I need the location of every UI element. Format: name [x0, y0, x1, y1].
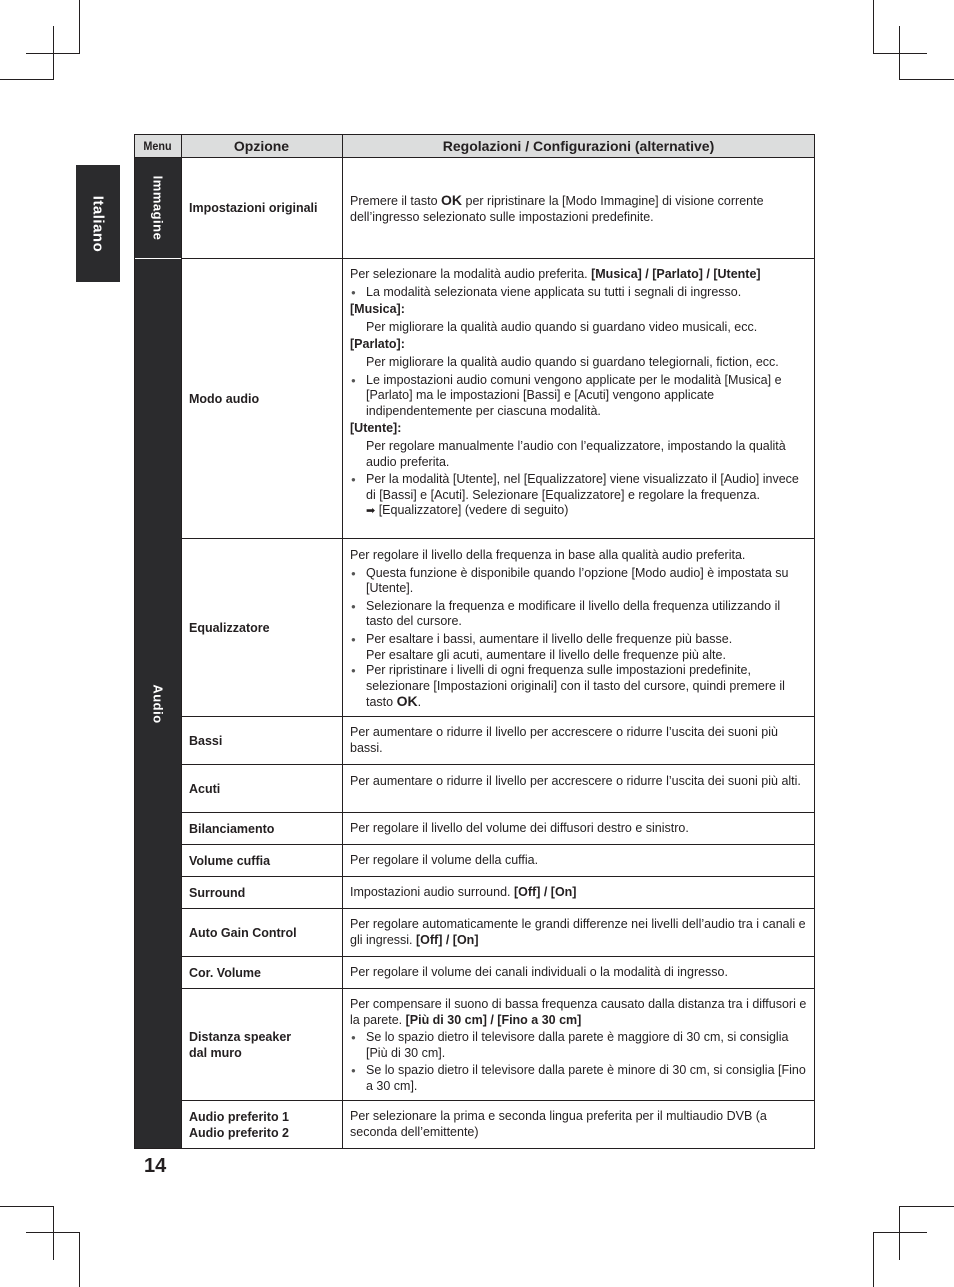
desc-acuti: Per aumentare o ridurre il livello per accrescere o ridurre l’uscita dei suoni più alti. [350, 774, 801, 788]
option-bilanciamento: Bilanciamento [189, 821, 275, 836]
settings-table [134, 134, 815, 1149]
menu-immagine [134, 157, 181, 258]
option-equalizzatore: Equalizzatore [189, 620, 270, 635]
desc-distanza-speaker: Per compensare il suono di bassa frequenza causato dalla distanza tra i diffusori e la parete. [Più di 30 cm] / [Fino a 30 cm] ● Se lo spazio dietro il televisore dalla parete è maggiore di 30 cm, si consiglia [Più di 30 cm]. ● Se lo spazio dietro il televisore dalla parete è minore di 30 cm, si consiglia [Fino a 30 cm]. [350, 997, 808, 1095]
desc-surround: Impostazioni audio surround. [Off] / [On] [350, 885, 577, 899]
option-surround: Surround [189, 885, 246, 900]
option-modo-audio: Modo audio [189, 391, 260, 406]
option-audio-preferito: Audio preferito 1 Audio preferito 2 [189, 1109, 290, 1140]
list-item: ● Per ripristinare i livelli di ogni frequenza sulle impostazioni predefinite, selezionare [Impostazioni originali] con il tasto del cursore, quindi premere il tasto OK. [350, 663, 808, 711]
list-item: ● Le impostazioni audio comuni vengono applicate per le modalità [Musica] e [Parlato] ma le impostazioni [Bassi] e [Acuti] vengono applicate indipendentemente per ciascuna modalità. [350, 373, 808, 420]
desc-bassi: Per aumentare o ridurre il livello per accrescere o ridurre l’uscita dei suoni più bassi. [350, 725, 778, 755]
arrow-right-icon: ➡ [366, 505, 376, 518]
menu-audio [134, 259, 181, 1149]
desc-equalizzatore: Per regolare il livello della frequenza in base alla qualità audio preferita. ● Questa funzione è disponibile quando l’opzione [Modo audio] è impostata su [Utente]. ● Selezionare la frequenza e modificare il livello della frequenza utilizzando il tasto del cursore. ● Per esaltare i bassi, aumentare il livello delle frequenze più basse. Per esaltare gli acuti, aumentare il livello delle frequenze più alte. ● Per ripristinare i livelli di ogni frequenza sulle impostazioni predefinite, selezionare [Impostazioni originali] con il tasto del cursore, quindi premere il tasto OK. [350, 548, 808, 711]
language-tab [76, 165, 120, 282]
header-option: Opzione [233, 138, 290, 154]
header-settings: Regolazioni / Configurazioni (alternative) [442, 138, 715, 154]
header-menu: Menu [143, 139, 172, 153]
desc-audio-preferito: Per selezionare la prima e seconda lingua preferita per il multiaudio DVB (a seconda dell’emittente) [350, 1109, 767, 1139]
option-impostazioni-originali: Impostazioni originali [189, 201, 318, 215]
list-item: ● Se lo spazio dietro il televisore dalla parete è minore di 30 cm, si consiglia [Fino a 30 cm]. [350, 1063, 808, 1094]
option-volume-cuffia: Volume cuffia [189, 853, 271, 868]
desc-cor-volume: Per regolare il volume dei canali individuali o la modalità di ingresso. [350, 965, 728, 979]
menu-immagine-label: Immagine [150, 175, 165, 240]
option-cor-volume: Cor. Volume [189, 965, 262, 980]
list-item: ● La modalità selezionata viene applicata su tutti i segnali di ingresso. [350, 285, 808, 301]
menu-audio-label: Audio [150, 684, 165, 724]
ok-key: OK [396, 693, 418, 710]
desc-modo-audio: Per selezionare la modalità audio preferita. [Musica] / [Parlato] / [Utente] ● La modalità selezionata viene applicata su tutti i segnali di ingresso. [Musica]: Per migliorare la qualità audio quando si guardano video musicali, ecc. [Parlato]: Per migliorare la qualità audio quando si guardano telegiornali, fiction, ecc. ● Le impostazioni audio comuni vengono applicate per le modalità [Musica] e [Parlato] ma le impostazioni [Bassi] e [Acuti] vengono applicate indipendentemente per ciascuna modalità. [Utente]: Per regolare manualmente l’audio con l’equalizzatore, impostando la qualità audio preferita. ● Per la modalità [Utente], nel [Equalizzatore] viene visualizzato il [Audio] invece di [Bassi] e [Acuti]. Selezionare [Equalizzatore] e regolare la frequenza. ➡ [Equalizzatore] (vedere di seguito) [350, 267, 808, 520]
desc-volume-cuffia: Per regolare il volume della cuffia. [350, 853, 539, 867]
option-distanza-speaker: Distanza speaker dal muro [189, 1029, 292, 1060]
desc-auto-gain-control: Per regolare automaticamente le grandi differenze nei livelli dell’audio tra i canali e gli ingressi. [Off] / [On] [350, 917, 806, 947]
option-auto-gain-control: Auto Gain Control [189, 925, 297, 940]
list-item: ● Selezionare la frequenza e modificare il livello della frequenza utilizzando il tasto del cursore. [350, 599, 808, 630]
list-item: ● Questa funzione è disponibile quando l’opzione [Modo audio] è impostata su [Utente]. [350, 566, 808, 597]
list-item: ● Se lo spazio dietro il televisore dalla parete è maggiore di 30 cm, si consiglia [Più di 30 cm]. [350, 1030, 808, 1061]
list-item: ● Per esaltare i bassi, aumentare il livello delle frequenze più basse. [350, 632, 808, 648]
page-number: 14 [144, 1155, 167, 1177]
desc-impostazioni-originali: Premere il tasto OK per ripristinare la [Modo Immagine] di visione corrente dell’ingresso selezionato sulle impostazioni predefinite. [350, 192, 764, 224]
language-tab-label: Italiano [89, 195, 107, 252]
option-acuti: Acuti [189, 781, 221, 796]
ok-key: OK [441, 192, 463, 208]
option-bassi: Bassi [189, 733, 223, 748]
desc-bilanciamento: Per regolare il livello del volume dei diffusori destro e sinistro. [350, 821, 689, 835]
list-item: ● Per la modalità [Utente], nel [Equalizzatore] viene visualizzato il [Audio] invece di [Bassi] e [Acuti]. Selezionare [Equalizzatore] e regolare la frequenza. [350, 472, 808, 503]
